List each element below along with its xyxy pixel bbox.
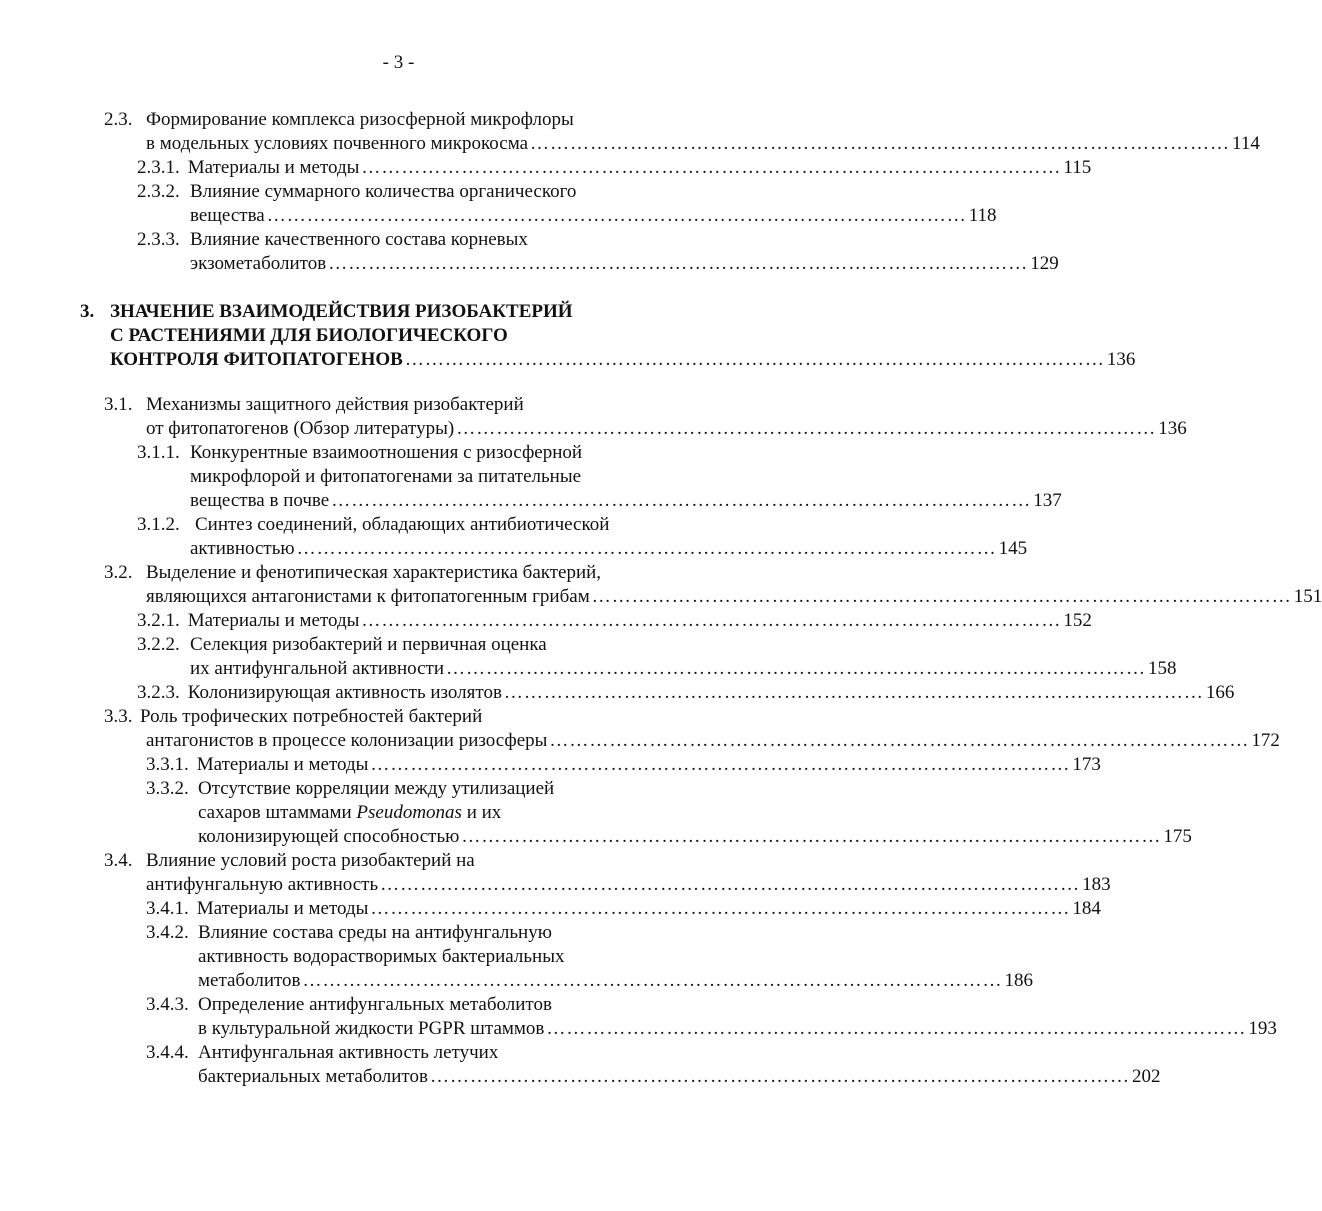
entry-number: 2.3.2. — [137, 181, 180, 202]
entry-number: 3.1.1. — [137, 442, 180, 463]
dot-leader: …………………………………………………………………………………………… — [296, 538, 997, 559]
toc-entry-3-3-1[interactable] — [0, 753, 1101, 777]
entry-page: 136 — [1106, 349, 1136, 370]
entry-title-line: Материалы и методы — [187, 157, 360, 178]
dot-leader: …………………………………………………………………………………………… — [266, 205, 967, 226]
entry-page: 145 — [998, 538, 1028, 559]
entry-title-line: Механизмы защитного действия ризобактерий — [146, 394, 524, 415]
entry-page: 172 — [1251, 730, 1280, 751]
entry-title-line: Отсутствие корреляции между утилизацией — [198, 778, 555, 799]
dot-leader: …………………………………………………………………………………………… — [404, 349, 1105, 370]
dot-leader: …………………………………………………………………………………………… — [530, 133, 1231, 154]
dot-leader: …………………………………………………………………………………………… — [361, 610, 1062, 631]
dot-leader: …………………………………………………………………………………………… — [446, 658, 1147, 679]
entry-page: 183 — [1082, 874, 1111, 895]
entry-page: 136 — [1158, 418, 1187, 439]
entry-title-line: ЗНАЧЕНИЕ ВЗАИМОДЕЙСТВИЯ РИЗОБАКТЕРИЙ — [110, 301, 573, 322]
entry-page: 175 — [1163, 826, 1192, 847]
entry-title-line: активность водорастворимых бактериальных — [198, 946, 565, 967]
toc-entry-3-4-1[interactable] — [0, 897, 1101, 921]
entry-title-line: в культуральной жидкости PGPR штаммов — [198, 1018, 545, 1039]
dot-leader: …………………………………………………………………………………………… — [503, 682, 1204, 703]
entry-title-line: Влияние качественного состава корневых — [190, 229, 528, 250]
entry-number: 2.3.3. — [137, 229, 180, 250]
entry-number: 3.4.4. — [146, 1042, 189, 1063]
toc-entry-2-3-1[interactable] — [0, 156, 1092, 180]
entry-page: 202 — [1131, 1066, 1161, 1087]
toc-entry-2-3-2[interactable] — [0, 180, 997, 228]
entry-title-line: экзометаболитов — [190, 253, 327, 274]
entry-number: 3.2.1. — [137, 610, 180, 631]
toc-entry-3-4[interactable] — [0, 849, 1111, 897]
entry-page: 193 — [1248, 1018, 1277, 1039]
entry-number: 3.3.2. — [146, 778, 189, 799]
entry-page: 115 — [1063, 157, 1092, 178]
toc-entry-3-1-1[interactable] — [0, 441, 1062, 513]
entry-page: 118 — [968, 205, 997, 226]
entry-page: 114 — [1232, 133, 1260, 154]
entry-page: 186 — [1004, 970, 1034, 991]
entry-number: 2.3. — [104, 109, 133, 130]
dot-leader: …………………………………………………………………………………………… — [302, 970, 1003, 991]
entry-number: 3. — [80, 301, 95, 322]
entry-title-line: Влияние суммарного количества органического — [190, 181, 577, 202]
dot-leader: …………………………………………………………………………………………… — [361, 157, 1062, 178]
entry-title-line: Материалы и методы — [196, 898, 369, 919]
toc-chapter-3[interactable] — [0, 300, 1136, 372]
entry-title-line: в модельных условиях почвенного микрокосма — [146, 133, 529, 154]
dot-leader: …………………………………………………………………………………………… — [370, 898, 1071, 919]
entry-page: 158 — [1148, 658, 1177, 679]
entry-title-line: их антифунгальной активности — [190, 658, 445, 679]
entry-page: 173 — [1072, 754, 1101, 775]
dot-leader: …………………………………………………………………………………………… — [461, 826, 1162, 847]
entry-title-part: сахаров штаммами — [198, 802, 352, 823]
entry-title-line: Роль трофических потребностей бактерий — [140, 706, 483, 727]
entry-title-line: Формирование комплекса ризосферной микрофлоры — [146, 109, 574, 130]
entry-number: 3.1.2. — [137, 514, 180, 535]
entry-title-line: Влияние состава среды на антифунгальную — [198, 922, 552, 943]
entry-title-line: Антифунгальная активность летучих — [198, 1042, 499, 1063]
entry-title-line: Селекция ризобактерий и первичная оценка — [190, 634, 547, 655]
page-number: - 3 - — [382, 52, 415, 73]
table-of-contents — [0, 108, 1322, 1089]
entry-title-line: Материалы и методы — [187, 610, 360, 631]
organism-name: Pseudomonas — [356, 802, 462, 823]
entry-title-line: С РАСТЕНИЯМИ ДЛЯ БИОЛОГИЧЕСКОГО — [110, 325, 508, 346]
toc-entry-3-4-2[interactable] — [0, 921, 1034, 993]
dot-leader: …………………………………………………………………………………………… — [370, 754, 1071, 775]
entry-page: 152 — [1063, 610, 1092, 631]
entry-page: 151 — [1293, 586, 1322, 607]
entry-number: 3.2.2. — [137, 634, 180, 655]
toc-entry-3-3-2[interactable] — [0, 777, 1192, 849]
entry-number: 3.4.3. — [146, 994, 189, 1015]
toc-entry-3-2[interactable] — [0, 561, 1322, 609]
entry-number: 3.4.2. — [146, 922, 189, 943]
entry-title-line: Материалы и методы — [196, 754, 369, 775]
entry-number: 2.3.1. — [137, 157, 180, 178]
entry-page: 137 — [1033, 490, 1062, 511]
toc-entry-3-2-2[interactable] — [0, 633, 1177, 681]
entry-number: 3.3.1. — [146, 754, 189, 775]
entry-title-line: метаболитов — [198, 970, 301, 991]
entry-title-line: антагонистов в процессе колонизации ризосферы — [146, 730, 548, 751]
entry-page: 166 — [1205, 682, 1235, 703]
entry-title-line: Определение антифунгальных метаболитов — [198, 994, 552, 1015]
toc-entry-3-1[interactable] — [0, 393, 1187, 441]
entry-number: 3.3. — [104, 706, 133, 727]
entry-title-line: бактериальных метаболитов — [198, 1066, 428, 1087]
entry-title-part: и их — [461, 802, 502, 823]
entry-title-line: Выделение и фенотипическая характеристика бактерий, — [146, 562, 602, 583]
entry-number: 3.1. — [104, 394, 133, 415]
entry-number: 3.2. — [104, 562, 133, 583]
toc-entry-3-2-1[interactable] — [0, 609, 1092, 633]
dot-leader: …………………………………………………………………………………………… — [456, 418, 1157, 439]
entry-title-line: вещества в почве — [190, 490, 330, 511]
entry-title-line-mixed — [198, 801, 797, 825]
entry-number: 3.4.1. — [146, 898, 189, 919]
entry-title-line: Синтез соединений, обладающих антибиотической — [195, 514, 610, 535]
entry-title-line: от фитопатогенов (Обзор литературы) — [146, 418, 455, 439]
dot-leader: …………………………………………………………………………………………… — [331, 490, 1032, 511]
toc-entry-3-2-3[interactable] — [0, 681, 1235, 705]
entry-title-line: Колонизирующая активность изолятов — [187, 682, 502, 703]
toc-entry-3-4-4[interactable] — [0, 1041, 1161, 1089]
dot-leader: …………………………………………………………………………………………… — [429, 1066, 1130, 1087]
dot-leader: …………………………………………………………………………………………… — [328, 253, 1029, 274]
entry-title-line: являющихся антагонистами к фитопатогенным грибам — [146, 586, 590, 607]
toc-entry-2-3[interactable] — [0, 108, 1260, 156]
entry-title-line: антифунгальную активность — [146, 874, 379, 895]
entry-title-line: колонизирующей способностью — [198, 826, 460, 847]
toc-entry-3-1-2[interactable] — [0, 513, 1028, 561]
dot-leader: …………………………………………………………………………………………… — [546, 1018, 1247, 1039]
entry-title-line: активностью — [190, 538, 295, 559]
entry-page: 129 — [1030, 253, 1059, 274]
entry-title-line: КОНТРОЛЯ ФИТОПАТОГЕНОВ — [110, 349, 403, 370]
dot-leader: …………………………………………………………………………………………… — [549, 730, 1250, 751]
entry-page: 184 — [1072, 898, 1101, 919]
dot-leader: …………………………………………………………………………………………… — [591, 586, 1292, 607]
dot-leader: …………………………………………………………………………………………… — [380, 874, 1081, 895]
toc-entry-3-3[interactable] — [0, 705, 1280, 753]
entry-title-line: Конкурентные взаимоотношения с ризосферной — [190, 442, 583, 463]
toc-entry-3-4-3[interactable] — [0, 993, 1277, 1041]
entry-number: 3.2.3. — [137, 682, 180, 703]
toc-entry-2-3-3[interactable] — [0, 228, 1059, 276]
entry-title-line: микрофлорой и фитопатогенами за питательные — [190, 466, 582, 487]
entry-title-line: Влияние условий роста ризобактерий на — [146, 850, 475, 871]
entry-title-line: вещества — [190, 205, 265, 226]
entry-number: 3.4. — [104, 850, 133, 871]
